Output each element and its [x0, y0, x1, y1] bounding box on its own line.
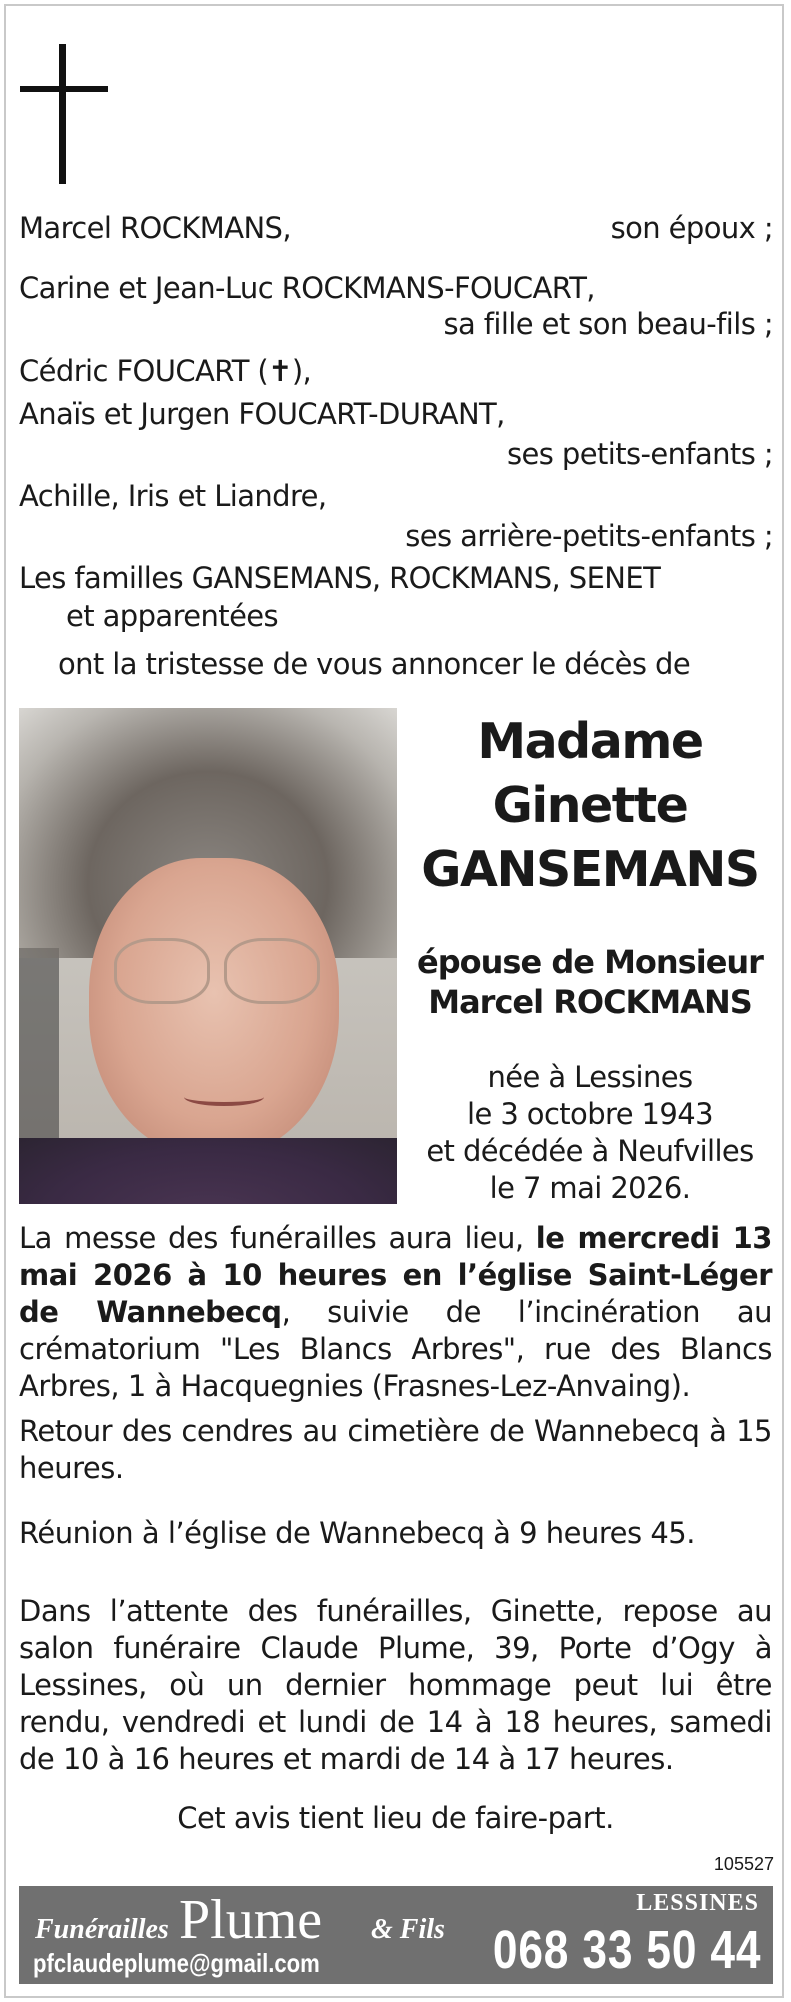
deceased-last-name: GANSEMANS — [421, 841, 759, 898]
viewing-paragraph: Dans l’attente des funérailles, Ginette, repose au salon funéraire Claude Plume, 39, Porte d’Ogy à Lessines, où un dernier hommage peut lui être rendu, vendredi et lundi de 14 à 18 heures, samedi de 10 à 16 heures et mardi de 14 à 17 heures. — [19, 1594, 772, 1776]
family-line-granddaughter: Anaïs et Jurgen FOUCART-DURANT, — [19, 397, 505, 431]
funeral-paragraph — [19, 1220, 772, 1405]
funeral-text-a: La messe des funérailles aura lieu, — [19, 1221, 536, 1255]
family-line-families: Les familles GANSEMANS, ROCKMANS, SENET — [19, 561, 661, 595]
banner-funerailles: Funérailles — [35, 1914, 169, 1945]
death-place: et décédée à Neufvilles — [426, 1134, 754, 1168]
funeral-text-c: , suivie de l’incinération au crématorium "Les Blancs Arbres", rue des Blancs Arbres, 1 à Hacquegnies (Frasnes-Lez-Anvaing). — [19, 1295, 773, 1403]
family-line-spouse: Marcel ROCKMANS, — [19, 211, 291, 245]
family-line-grandson: Cédric FOUCART (✝), — [19, 354, 312, 388]
family-line-daughter: Carine et Jean-Luc ROCKMANS-FOUCART, — [19, 271, 595, 305]
funeral-text-bold: le mercredi 13 mai 2026 à 10 heures en l’église Saint-Léger de Wannebecq — [19, 1221, 772, 1329]
spouse-line-1: épouse de Monsieur — [417, 943, 763, 981]
notice-closing: Cet avis tient lieu de faire-part. — [177, 1801, 614, 1835]
family-line-related: et apparentées — [66, 599, 279, 633]
family-rel-grandchildren: ses petits-enfants ; — [507, 437, 773, 471]
death-date: le 7 mai 2026. — [489, 1171, 691, 1205]
banner-phone[interactable]: 068 33 50 44 — [492, 1920, 761, 1980]
deceased-name-block — [405, 710, 775, 902]
reference-number: 105527 — [713, 1854, 774, 1874]
spouse-block — [405, 942, 775, 1022]
banner-fils: & Fils — [371, 1914, 445, 1945]
family-rel-spouse: son époux ; — [610, 211, 773, 245]
family-rel-greatgrandchildren: ses arrière-petits-enfants ; — [405, 519, 773, 553]
birth-date: le 3 octobre 1943 — [467, 1097, 713, 1131]
birth-place: née à Lessines — [487, 1060, 693, 1094]
deceased-first-name: Ginette — [492, 777, 688, 834]
announcement-text: ont la tristesse de vous annoncer le décès de — [58, 647, 691, 681]
family-line-greatgrandchildren: Achille, Iris et Liandre, — [19, 479, 327, 513]
cross-icon — [20, 44, 108, 184]
deceased-title: Madame — [477, 713, 703, 770]
meeting-paragraph: Réunion à l’église de Wannebecq à 9 heures 45. — [19, 1516, 695, 1550]
banner-city: LESSINES — [636, 1890, 759, 1916]
birth-death-block — [405, 1059, 775, 1207]
spouse-line-2: Marcel ROCKMANS — [428, 983, 752, 1021]
family-rel-daughter: sa fille et son beau-fils ; — [443, 307, 773, 341]
banner-plume: Plume — [179, 1889, 323, 1951]
banner-email[interactable]: pfclaudeplume@gmail.com — [33, 1948, 320, 1978]
funeral-home-banner — [19, 1886, 773, 1984]
ashes-paragraph: Retour des cendres au cimetière de Wannebecq à 15 heures. — [19, 1414, 772, 1485]
portrait-photo — [19, 708, 397, 1204]
